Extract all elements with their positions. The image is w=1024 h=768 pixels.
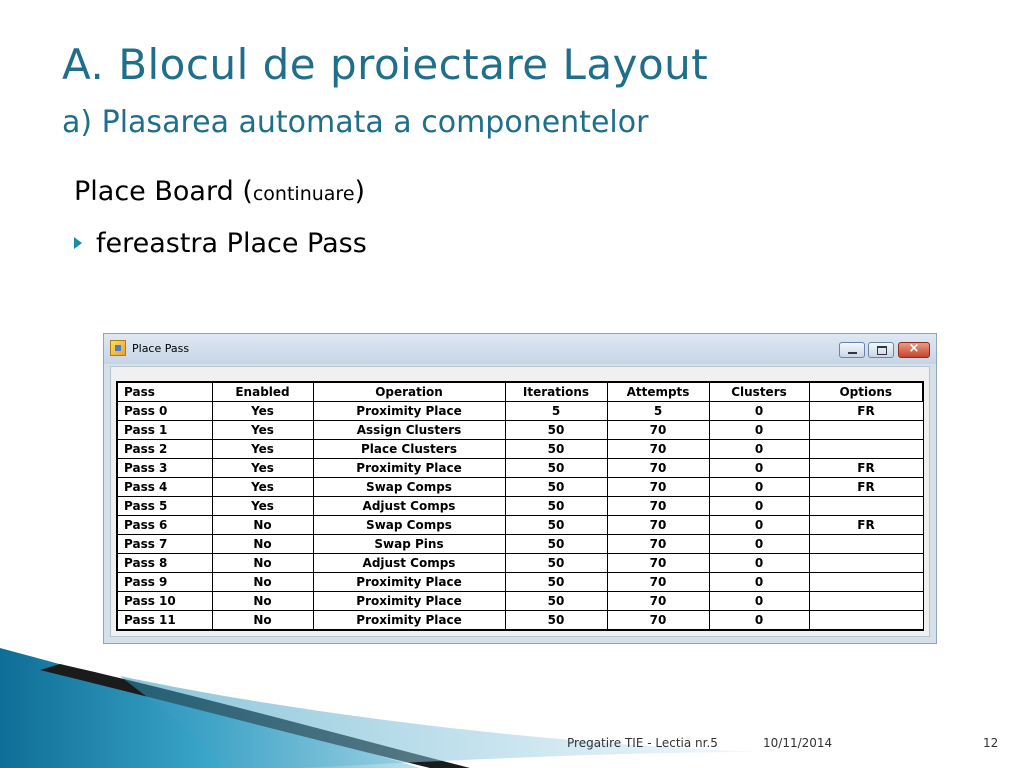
maximize-icon: [877, 346, 887, 355]
body-heading-close-paren: ): [354, 176, 366, 207]
minimize-button[interactable]: [839, 342, 865, 358]
cell-enabled[interactable]: No: [212, 535, 313, 554]
cell-options[interactable]: [809, 535, 923, 554]
cell-attempts[interactable]: 70: [607, 573, 709, 592]
cell-options[interactable]: [809, 611, 923, 631]
cell-enabled[interactable]: Yes: [212, 459, 313, 478]
footer-page-number: 12: [983, 736, 999, 750]
cell-attempts[interactable]: 70: [607, 421, 709, 440]
bullet-arrow-icon: [74, 237, 82, 249]
cell-attempts[interactable]: 70: [607, 592, 709, 611]
cell-enabled[interactable]: Yes: [212, 478, 313, 497]
footer-course: Pregatire TIE - Lectia nr.5: [567, 736, 718, 750]
cell-clusters[interactable]: 0: [709, 440, 809, 459]
cell-attempts[interactable]: 70: [607, 478, 709, 497]
cell-attempts[interactable]: 70: [607, 459, 709, 478]
cell-enabled[interactable]: No: [212, 611, 313, 631]
table-row[interactable]: [117, 402, 923, 421]
cell-options[interactable]: [809, 554, 923, 573]
cell-clusters[interactable]: 0: [709, 554, 809, 573]
cell-operation[interactable]: Proximity Place: [313, 402, 505, 421]
cell-iterations[interactable]: 50: [505, 535, 607, 554]
table-body: [117, 402, 923, 631]
cell-operation[interactable]: Proximity Place: [313, 459, 505, 478]
cell-attempts[interactable]: 70: [607, 497, 709, 516]
cell-operation[interactable]: Adjust Comps: [313, 554, 505, 573]
column-header-iterations[interactable]: Iterations: [505, 382, 607, 402]
bullet-item: [74, 224, 367, 264]
cell-attempts[interactable]: 70: [607, 554, 709, 573]
cell-pass[interactable]: Pass 4: [117, 478, 212, 497]
cell-enabled[interactable]: No: [212, 516, 313, 535]
cell-iterations[interactable]: 50: [505, 516, 607, 535]
cell-clusters[interactable]: 0: [709, 478, 809, 497]
cell-attempts[interactable]: 70: [607, 516, 709, 535]
column-header-clusters[interactable]: Clusters: [709, 382, 809, 402]
cell-options[interactable]: [809, 497, 923, 516]
cell-enabled[interactable]: Yes: [212, 421, 313, 440]
place-pass-window: [103, 333, 937, 644]
window-title: Place Pass: [132, 342, 190, 355]
cell-pass[interactable]: Pass 8: [117, 554, 212, 573]
cell-operation[interactable]: Swap Comps: [313, 516, 505, 535]
close-button[interactable]: [898, 342, 930, 358]
place-pass-table: [116, 381, 924, 631]
cell-clusters[interactable]: 0: [709, 421, 809, 440]
cell-clusters[interactable]: 0: [709, 611, 809, 631]
cell-attempts[interactable]: 5: [607, 402, 709, 421]
cell-pass[interactable]: Pass 3: [117, 459, 212, 478]
footer-date: 10/11/2014: [763, 736, 833, 750]
table-header-row: [117, 382, 923, 402]
table-row[interactable]: [117, 421, 923, 440]
cell-clusters[interactable]: 0: [709, 592, 809, 611]
cell-options[interactable]: [809, 573, 923, 592]
cell-enabled[interactable]: Yes: [212, 497, 313, 516]
column-header-enabled[interactable]: Enabled: [212, 382, 313, 402]
cell-pass[interactable]: Pass 5: [117, 497, 212, 516]
decorative-swoosh: [0, 640, 1024, 768]
table-row[interactable]: [117, 459, 923, 478]
cell-clusters[interactable]: 0: [709, 516, 809, 535]
cell-options[interactable]: [809, 592, 923, 611]
window-client-area: [110, 366, 930, 637]
cell-options[interactable]: FR: [809, 459, 923, 478]
bullet-emphasis: Place Pass: [226, 228, 367, 259]
cell-iterations[interactable]: 50: [505, 459, 607, 478]
cell-iterations[interactable]: 50: [505, 592, 607, 611]
column-header-operation[interactable]: Operation: [313, 382, 505, 402]
body-heading: [74, 172, 365, 214]
cell-clusters[interactable]: 0: [709, 535, 809, 554]
cell-pass[interactable]: Pass 1: [117, 421, 212, 440]
maximize-button[interactable]: [868, 342, 894, 358]
table-row[interactable]: [117, 516, 923, 535]
column-header-attempts[interactable]: Attempts: [607, 382, 709, 402]
cell-clusters[interactable]: 0: [709, 402, 809, 421]
cell-enabled[interactable]: No: [212, 573, 313, 592]
cell-iterations[interactable]: 50: [505, 478, 607, 497]
cell-pass[interactable]: Pass 9: [117, 573, 212, 592]
cell-attempts[interactable]: 70: [607, 611, 709, 631]
cell-pass[interactable]: Pass 10: [117, 592, 212, 611]
cell-operation[interactable]: Proximity Place: [313, 573, 505, 592]
cell-operation[interactable]: Place Clusters: [313, 440, 505, 459]
table-row[interactable]: [117, 440, 923, 459]
slide-subtitle: a) Plasarea automata a componentelor: [62, 105, 649, 140]
cell-clusters[interactable]: 0: [709, 573, 809, 592]
table-row[interactable]: [117, 478, 923, 497]
slide-title: A. Blocul de proiectare Layout: [62, 40, 709, 89]
cell-options[interactable]: [809, 440, 923, 459]
cell-enabled[interactable]: No: [212, 554, 313, 573]
table-row[interactable]: [117, 592, 923, 611]
cell-pass[interactable]: Pass 0: [117, 402, 212, 421]
cell-operation[interactable]: Adjust Comps: [313, 497, 505, 516]
cell-operation[interactable]: Proximity Place: [313, 611, 505, 631]
body-heading-note: continuare: [252, 183, 355, 205]
cell-iterations[interactable]: 50: [505, 573, 607, 592]
cell-clusters[interactable]: 0: [709, 497, 809, 516]
column-header-options[interactable]: Options: [809, 382, 923, 402]
cell-options[interactable]: [809, 421, 923, 440]
cell-pass[interactable]: Pass 11: [117, 611, 212, 631]
column-header-pass[interactable]: Pass: [117, 382, 212, 402]
cell-iterations[interactable]: 50: [505, 611, 607, 631]
body-heading-open-paren: (: [233, 176, 253, 207]
cell-options[interactable]: FR: [809, 516, 923, 535]
cell-enabled[interactable]: Yes: [212, 440, 313, 459]
minimize-icon: [848, 352, 857, 354]
table-row[interactable]: [117, 573, 923, 592]
cell-iterations[interactable]: 50: [505, 497, 607, 516]
cell-iterations[interactable]: 50: [505, 421, 607, 440]
table-row[interactable]: [117, 611, 923, 631]
table-row[interactable]: [117, 554, 923, 573]
table-row[interactable]: [117, 497, 923, 516]
cell-iterations[interactable]: 50: [505, 440, 607, 459]
cell-enabled[interactable]: No: [212, 592, 313, 611]
cell-enabled[interactable]: Yes: [212, 402, 313, 421]
cell-operation[interactable]: Swap Pins: [313, 535, 505, 554]
bullet-text: fereastra: [96, 228, 227, 259]
cell-clusters[interactable]: 0: [709, 459, 809, 478]
table-row[interactable]: [117, 535, 923, 554]
cell-operation[interactable]: Assign Clusters: [313, 421, 505, 440]
cell-pass[interactable]: Pass 6: [117, 516, 212, 535]
app-icon: [110, 340, 126, 356]
cell-attempts[interactable]: 70: [607, 535, 709, 554]
cell-attempts[interactable]: 70: [607, 440, 709, 459]
body-heading-main: Place Board: [74, 176, 234, 207]
cell-iterations[interactable]: 50: [505, 554, 607, 573]
cell-operation[interactable]: Swap Comps: [313, 478, 505, 497]
cell-pass[interactable]: Pass 7: [117, 535, 212, 554]
cell-pass[interactable]: Pass 2: [117, 440, 212, 459]
close-icon: ×: [908, 341, 920, 356]
cell-options[interactable]: FR: [809, 478, 923, 497]
cell-operation[interactable]: Proximity Place: [313, 592, 505, 611]
cell-iterations[interactable]: 5: [505, 402, 607, 421]
cell-options[interactable]: FR: [809, 402, 923, 421]
window-titlebar[interactable]: [104, 334, 936, 364]
